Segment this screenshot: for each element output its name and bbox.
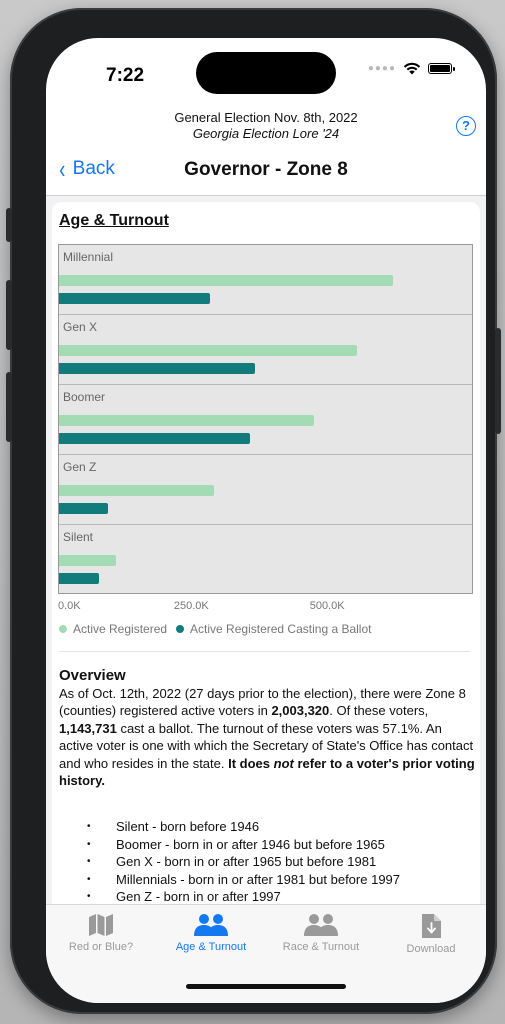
overview-text-part: . Of these voters, <box>329 703 429 719</box>
screen <box>46 38 486 1003</box>
legend-label-voted: Active Registered Casting a Ballot <box>190 622 372 636</box>
list-item: • Gen X - born in or after 1965 but before 1981 <box>87 853 400 871</box>
signal-icon: ●●●● <box>367 63 396 74</box>
overview-text <box>59 685 477 789</box>
x-tick-label: 0.0K <box>58 600 81 612</box>
bar-active-registered[interactable] <box>59 555 116 566</box>
election-name: General Election Nov. 8th, 2022 <box>174 110 358 125</box>
status-icons <box>368 62 452 75</box>
bar-active-registered[interactable] <box>59 485 214 496</box>
bar-active-registered[interactable] <box>59 275 393 286</box>
status-time: 7:22 <box>106 65 145 86</box>
election-header <box>46 110 486 141</box>
tab-label: Red or Blue? <box>68 941 134 953</box>
battery-icon <box>428 63 452 74</box>
age-turnout-card <box>52 202 480 904</box>
bar-casting-ballot[interactable] <box>59 363 255 374</box>
overview-emphasis: refer to a voter's prior voting history. <box>59 755 475 789</box>
age-turnout-chart <box>58 244 473 594</box>
chart-category-row <box>59 385 472 455</box>
chart-category-row <box>59 455 472 525</box>
list-item: • Gen Z - born in or after 1997 <box>87 888 400 904</box>
help-icon[interactable]: ? <box>456 116 476 136</box>
overview-text-part: As of Oct. 12th, 2022 (27 days prior to the election), there were Zone 8 (counties) registered active voters in <box>59 686 466 719</box>
list-item: • Silent - born before 1946 <box>87 818 400 836</box>
bar-active-registered[interactable] <box>59 345 357 356</box>
map-icon <box>88 913 114 937</box>
bar-casting-ballot[interactable] <box>59 573 99 584</box>
bar-casting-ballot[interactable] <box>59 503 108 514</box>
section-title: Age & Turnout <box>59 212 169 229</box>
tab-download[interactable] <box>376 913 486 955</box>
home-indicator <box>186 984 346 989</box>
power-button <box>495 328 501 434</box>
volume-down-button <box>6 372 12 442</box>
overview-emphasis: It does <box>228 755 274 771</box>
side-button <box>6 208 12 242</box>
volume-up-button <box>6 280 12 350</box>
overview-title: Overview <box>59 667 126 684</box>
x-tick-label: 500.0K <box>309 600 345 612</box>
list-item: • Boomer - born in or after 1946 but before 1965 <box>87 836 400 854</box>
overview-emphasis: not <box>273 755 294 771</box>
bar-active-registered[interactable] <box>59 415 314 426</box>
app-subtitle: Georgia Election Lore '24 <box>192 126 340 141</box>
chevron-left-icon: ‹ <box>59 154 66 184</box>
wifi-icon <box>403 62 421 75</box>
tab-label: Race & Turnout <box>282 941 360 953</box>
people-icon <box>193 913 229 937</box>
legend-label-registered: Active Registered <box>73 622 168 636</box>
navigation-bar <box>46 156 486 188</box>
back-label: Back <box>72 158 115 179</box>
tab-red-or-blue[interactable] <box>46 913 156 953</box>
divider <box>59 651 470 652</box>
x-tick-label: 250.0K <box>173 600 209 612</box>
x-axis-ticks <box>52 600 480 616</box>
bar-casting-ballot[interactable] <box>59 293 210 304</box>
category-label: Gen X <box>63 320 98 334</box>
legend-dot-voted <box>176 625 184 633</box>
people-icon <box>303 913 339 937</box>
chart-category-row <box>59 245 472 315</box>
tab-race-turnout[interactable] <box>266 913 376 953</box>
category-label: Millennial <box>63 250 114 264</box>
phone-frame <box>10 8 497 1014</box>
generation-list <box>87 818 400 904</box>
chart-category-row <box>59 525 472 595</box>
download-doc-icon <box>420 913 442 939</box>
tab-age-turnout[interactable] <box>156 913 266 953</box>
list-item: • Millennials - born in or after 1981 but before 1997 <box>87 871 400 889</box>
registered-total: 2,003,320 <box>271 703 330 719</box>
tab-label: Age & Turnout <box>175 941 247 953</box>
scroll-content[interactable] <box>46 196 486 904</box>
ballots-total: 1,143,731 <box>59 720 117 736</box>
dynamic-island <box>196 52 336 94</box>
page-title: Governor - Zone 8 <box>184 159 348 180</box>
legend-dot-registered <box>59 625 67 633</box>
chart-category-row <box>59 315 472 385</box>
bar-casting-ballot[interactable] <box>59 433 250 444</box>
category-label: Silent <box>63 530 94 544</box>
category-label: Boomer <box>63 390 106 404</box>
chart-legend <box>59 622 371 636</box>
category-label: Gen Z <box>63 460 97 474</box>
overview-text-part: cast a ballot. The turnout of these voters was 57.1%. An active voter is one with which the Secretary of State's Office has contact and who resides in the state. <box>59 720 474 771</box>
tab-label: Download <box>406 943 456 955</box>
